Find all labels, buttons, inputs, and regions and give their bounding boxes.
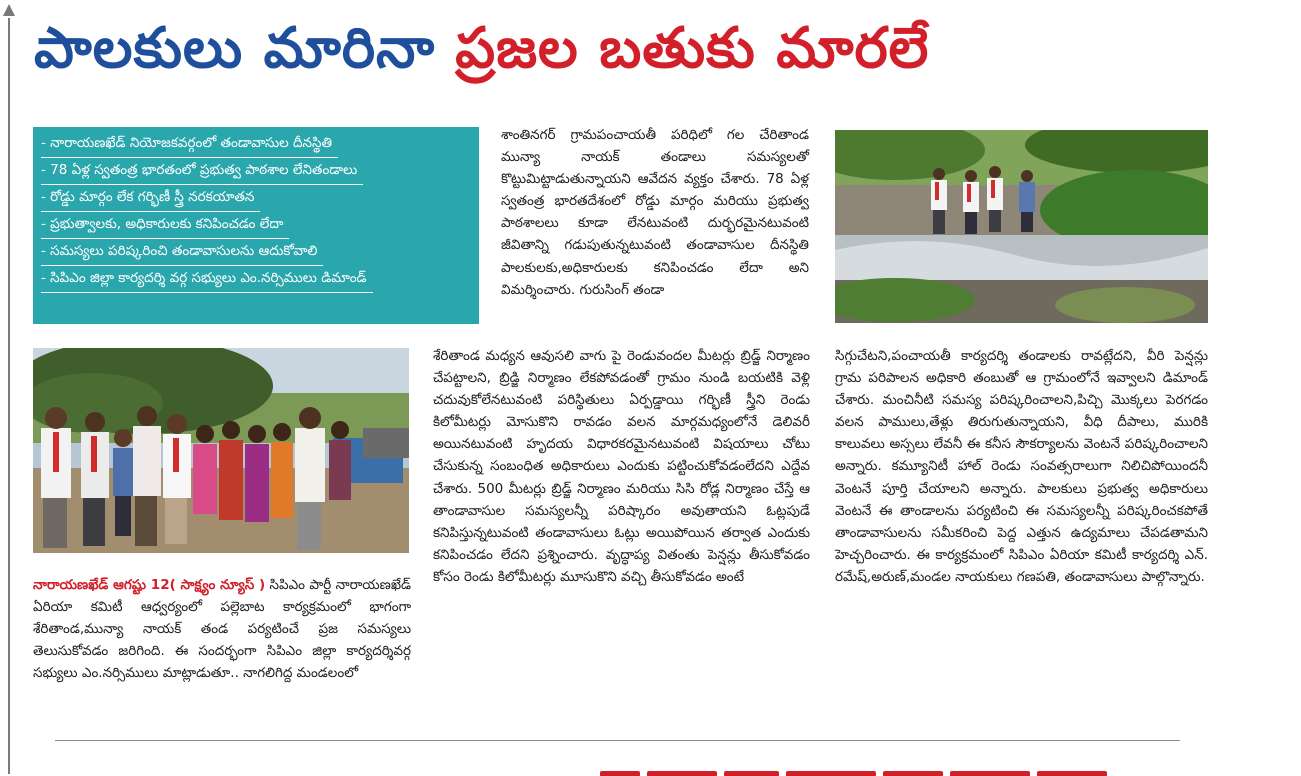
group-photo — [33, 348, 409, 553]
highlights-box — [33, 127, 479, 324]
highlight-point: - ప్రభుత్వాలకు, అధికారులకు కనిపించడం లేదా — [41, 213, 289, 239]
headline-part-2: ప్రజల బతుకు మారలే — [455, 16, 930, 81]
article-column-left — [33, 574, 411, 684]
divider — [55, 740, 1180, 741]
highlight-point: - నారాయణఖేడ్ నియోజకవర్గంలో తండావాసుల దీనస్థితి — [41, 132, 338, 158]
headline-part-1: పాలకులు మారినా — [34, 16, 436, 81]
scrollbar-track[interactable] — [8, 18, 10, 774]
highlight-point: - సిపిఎం జిల్లా కార్యదర్శి వర్గ సభ్యులు ఎం.నర్సిములు డిమాండ్ — [41, 267, 373, 293]
highlight-point: - సమస్యలు పరిష్కరించి తండావాసులను ఆదుకోవాలి — [41, 240, 323, 266]
scroll-up-arrow-icon[interactable] — [3, 4, 15, 16]
article-text: శాంతినగర్ గ్రామపంచాయతీ పరిధిలో గల చేరితాండ మున్యా నాయక్ తండాలు సమస్యలతో కొట్టుమిట్టాడుతున్నాయని ఆవేదన వ్యక్తం చేశారు. 78 ఏళ్ల స్వతంత్ర భారతదేశంలో రోడ్డు మార్గం మరియు ప్రభుత్వ పాఠశాలలు కూడా లేనటువంటి దుర్భరమైనటువంటి జీవితాన్ని గడుపుతున్నటువంటి తండావాసుల దీనస్థితి పాలకులకు,అధికారులకు కనిపించడం లేదా అని విమర్శించారు. గురుసింగ్ తండా — [501, 127, 809, 298]
headline — [34, 4, 929, 94]
highlight-point: - రోడ్డు మార్గం లేక గర్భిణీ స్త్రీ నరకయాతన — [41, 186, 260, 212]
article-text: సిపిఎం పార్టీ నారాయణఖేడ్ ఏరియా కమిటీ ఆధ్వర్యంలో పల్లెబాట కార్యక్రమంలో భాగంగా శేరితాండ,మున్యా నాయక్ తండ పర్యటించే ప్రజ సమస్యలు తెలుసుకోవడం జరిగింది. ఈ సందర్భంగా సిపిఎం జిల్లా కార్యదర్శివర్గ సభ్యులు ఎం.నర్సిములు మాట్లాడుతూ.. నాగలిగిద్ద మండలంలో — [33, 577, 411, 682]
article-text: సిగ్గుచేటని,పంచాయతీ కార్యదర్శి తండాలకు రావట్లేదని, వీరి పెన్షన్లు గ్రామ పరిపాలన అధికారి తంబుతో ఆ గ్రామంలోనే ఇవ్వాలని డిమాండ్ చేశారు. మంచినీటి సమస్య పరిష్కరించాలని,పిచ్చి మొక్కలు పెరగడం వలన పాములు,తేళ్లు తిరుగుతున్నాయని, వీధి దీపాలు, మురికి కాలువలు అస్సలు లేవనీ ఈ కనీస సౌకర్యాలను వెంటనే పరిష్కరించాలని అన్నారు. కమ్యూనిటీ హాల్ రెండు సంవత్సరాలుగా నిలిచిపోయిందనీ వెంటనే పూర్తి చేయాలని అన్నారు. పాలకులు ప్రభుత్వ అధికారులు వెంటనే ఈ తాండాలను పర్యటించి ఈ సమస్యలన్నీ పరిష్కరించకపోతే తాండావాసులను సమీకరించి పెద్ద ఎత్తున ఉద్యమాలు చేపడతామని హెచ్చరించారు. ఈ కార్యక్రమంలో సిపిఎం ఏరియా కమిటీ కార్యదర్శి ఎన్. రమేష్,అరుణ్,మండల నాయకులు గణపతి, తండావాసులు పాల్గొన్నారు. — [835, 348, 1208, 585]
article-text: శేరితాండ మధ్యన ఆవుసలి వాగు పై రెండువందల మీటర్లు బ్రిడ్జ్ నిర్మాణం చేపట్టాలని, బ్రిడ్జి నిర్మాణం లేకపోవడంతో గ్రామం నుండి బయటికి వెళ్లి చదువుకోలేనటువంటి పరిస్థితులు ఏర్పడ్డాయి గర్భిణీ స్త్రీని రెండు కిలోమీటర్లు మోసుకొని రావడం వలన మార్గమధ్యంలోనే డెలివరీ అయినటువంటి హృదయ విధారకరమైనటువంటి విషయాలు చోటు చేసుకున్న సంబంధిత అధికారులు ఎందుకు పట్టించుకోవడంలేదని ఎద్దేవ చేశారు. 500 మీటర్లు బ్రిడ్జ్ నిర్మాణం మరియు సిసి రోడ్ల నిర్మాణం చేస్తే ఆ తాండావాసుల సమస్యలన్నీ పరిష్కారం అవుతాయని ఓట్లపుడే కనిపిస్తున్నటువంటి తండావాసులు ఓట్లు అయిపోయిన తర్వాత ఎందుకు కనిపించడం లేదని ప్రశ్నించారు. వృద్ధాప్య వితంతు పెన్షన్లు తీసుకోవడం కోసం రెండు కిలోమీటర్లు మూసుకొని వచ్చి తీసుకోవడం అంటే — [433, 348, 810, 585]
stream-crossing-photo — [835, 130, 1208, 323]
highlight-point: - 78 ఏళ్ల స్వతంత్ర భారతంలో ప్రభుత్వ పాఠశాల లేనితండాలు — [41, 159, 363, 185]
article-column-middle — [433, 345, 810, 588]
dateline: నారాయణఖేడ్ ఆగష్టు 12( సాక్ష్యం న్యూస్ ) — [33, 577, 266, 593]
article-column-middle-top — [501, 124, 809, 301]
article-column-right — [835, 345, 1208, 588]
